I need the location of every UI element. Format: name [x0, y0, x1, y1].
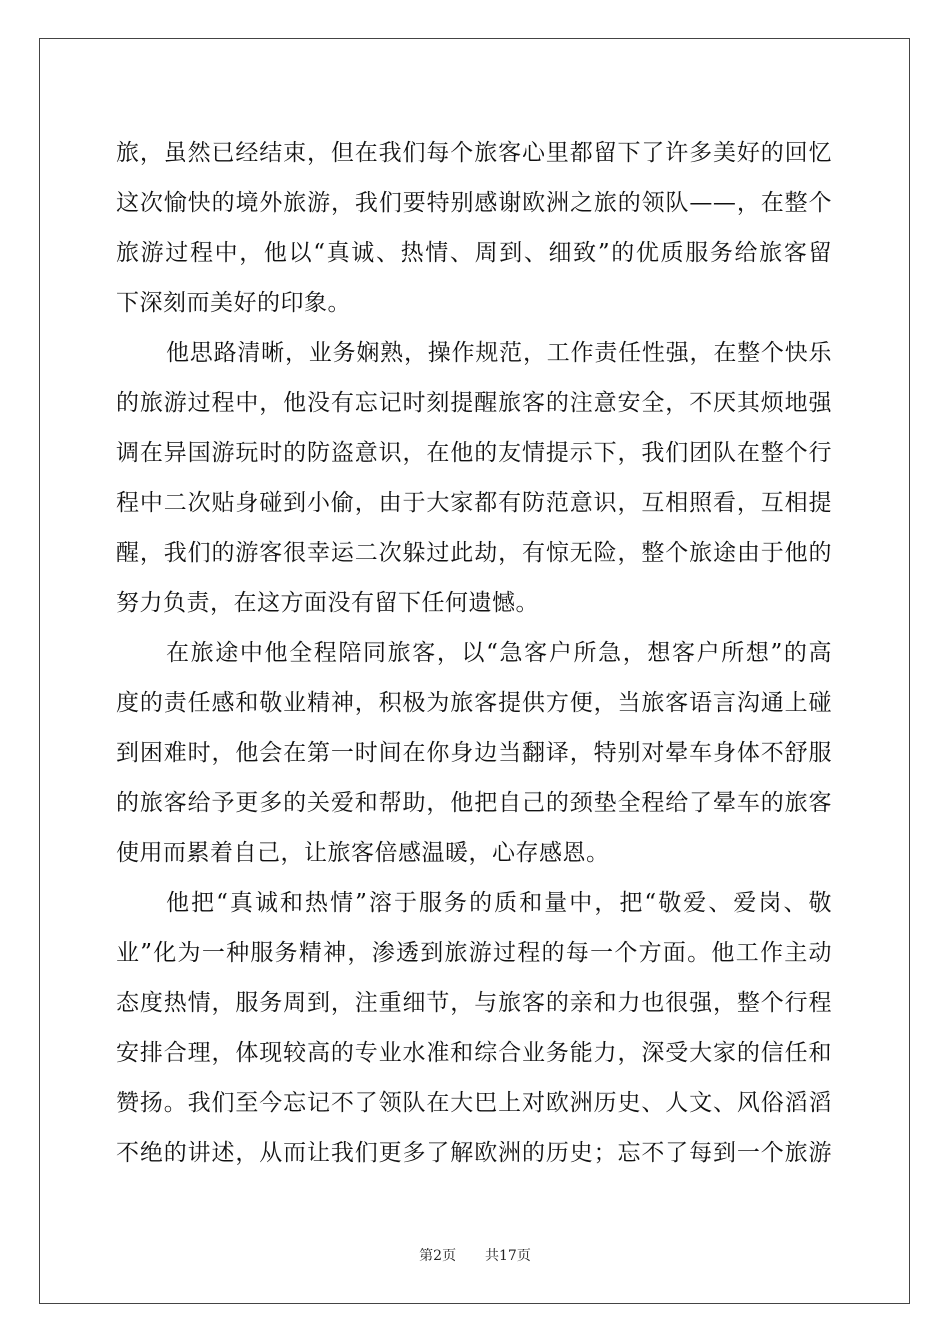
page-number-current: 第2页: [419, 1248, 457, 1264]
text-line: 旅游过程中，他以“真诚、热情、周到、细致”的优质服务给旅客留: [116, 240, 832, 266]
document-body: [116, 128, 832, 1178]
text-line: 到困难时，他会在第一时间在你身边当翻译，特别对晕车身体不舒服: [116, 740, 832, 766]
text-line: 安排合理，体现较高的专业水准和综合业务能力，深受大家的信任和: [116, 1040, 832, 1066]
text-line: 他思路清晰，业务娴熟，操作规范，工作责任性强，在整个快乐: [166, 340, 832, 366]
text-line: 下深刻而美好的印象。: [116, 290, 351, 316]
text-line: 的旅客给予更多的关爱和帮助，他把自己的颈垫全程给了晕车的旅客: [116, 790, 832, 816]
text-line: 调在异国游玩时的防盗意识，在他的友情提示下，我们团队在整个行: [116, 440, 832, 466]
text-line: 醒，我们的游客很幸运二次躲过此劫，有惊无险，整个旅途由于他的: [116, 540, 832, 566]
text-line: 赞扬。我们至今忘记不了领队在大巴上对欧洲历史、人文、风俗滔滔: [116, 1090, 832, 1116]
text-line: 旅，虽然已经结束，但在我们每个旅客心里都留下了许多美好的回忆: [116, 140, 832, 166]
text-line: 业”化为一种服务精神，渗透到旅游过程的每一个方面。他工作主动: [116, 940, 832, 966]
text-line: 度的责任感和敬业精神，积极为旅客提供方便，当旅客语言沟通上碰: [116, 690, 832, 716]
text-line: 他把“真诚和热情”溶于服务的质和量中，把“敬爱、爱岗、敬: [166, 890, 832, 916]
text-line: 不绝的讲述，从而让我们更多了解欧洲的历史；忘不了每到一个旅游: [116, 1140, 832, 1166]
text-line: 态度热情，服务周到，注重细节，与旅客的亲和力也很强，整个行程: [116, 990, 832, 1016]
text-line: 这次愉快的境外旅游，我们要特别感谢欧洲之旅的领队——，在整个: [116, 190, 832, 216]
text-line: 的旅游过程中，他没有忘记时刻提醒旅客的注意安全，不厌其烦地强: [116, 390, 832, 416]
text-line: 使用而累着自己，让旅客倍感温暖，心存感恩。: [116, 840, 610, 866]
text-line: 程中二次贴身碰到小偷，由于大家都有防范意识，互相照看，互相提: [116, 490, 832, 516]
text-line: 在旅途中他全程陪同旅客，以“急客户所急，想客户所想”的高: [166, 640, 832, 666]
page-number-total: 共17页: [485, 1248, 531, 1264]
page-footer: [0, 1245, 950, 1265]
text-line: 努力负责，在这方面没有留下任何遗憾。: [116, 590, 539, 616]
